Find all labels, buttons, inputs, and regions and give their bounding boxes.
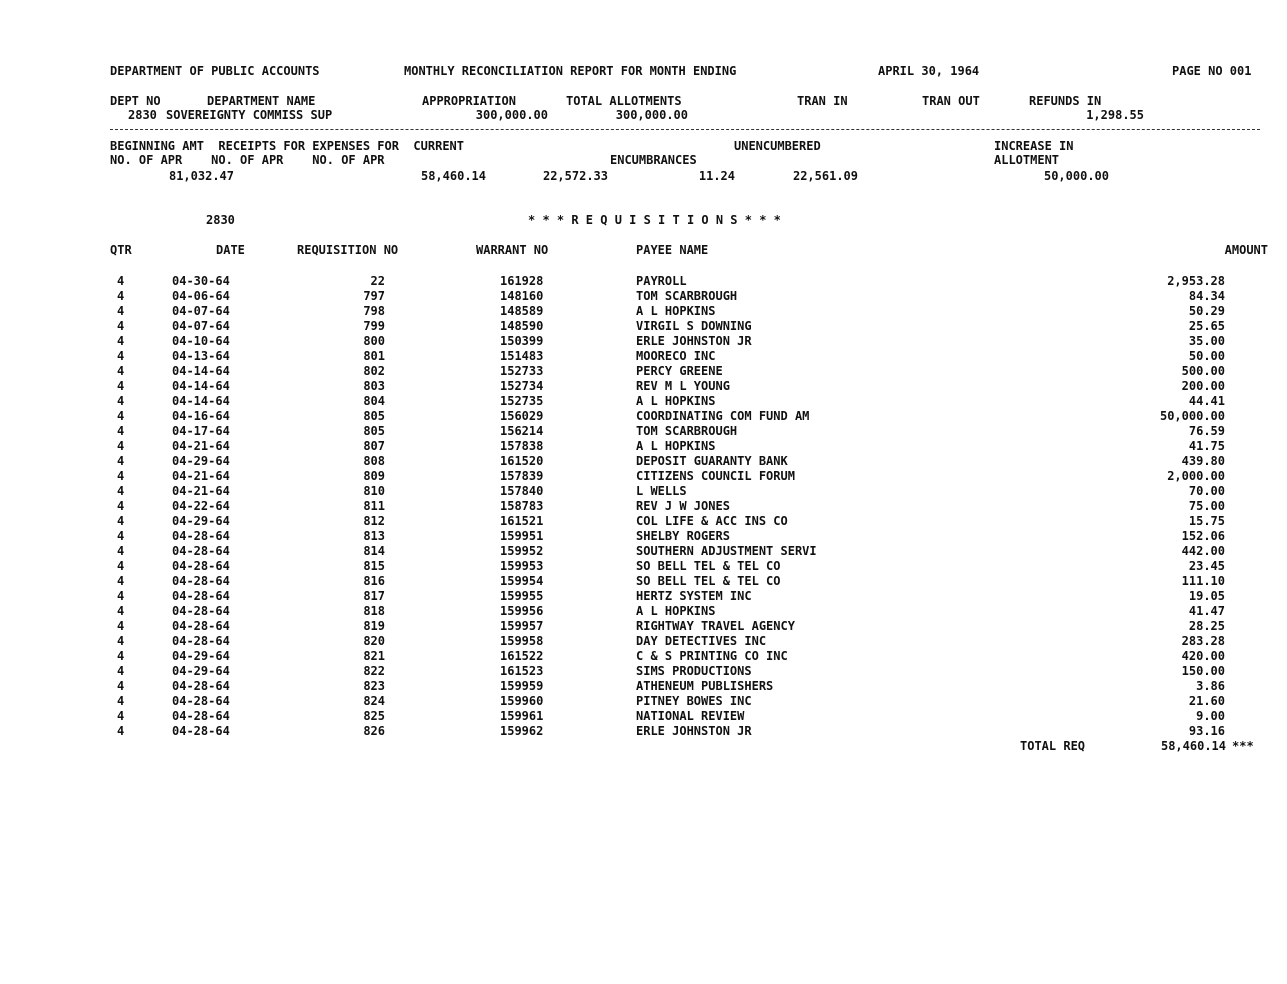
label-unencumbered: UNENCUMBERED [734, 139, 821, 153]
row-qtr: 4 [117, 574, 125, 588]
row-amount: 93.16 [1188, 724, 1225, 738]
row-date: 04-10-64 [172, 334, 230, 348]
label-dept-no: DEPT NO [110, 94, 161, 108]
row-req-no: 817 [363, 589, 385, 603]
row-warrant: 161520 [500, 454, 544, 468]
row-amount: 111.10 [1181, 574, 1225, 588]
row-date: 04-30-64 [172, 274, 230, 288]
row-payee: A L HOPKINS [636, 604, 716, 618]
table-row [0, 319, 1287, 334]
row-warrant: 148589 [500, 304, 544, 318]
row-warrant: 159956 [500, 604, 544, 618]
label-allotment: ALLOTMENT [994, 153, 1060, 167]
row-date: 04-28-64 [172, 679, 230, 693]
row-req-no: 813 [363, 529, 385, 543]
row-payee: MOORECO INC [636, 349, 716, 363]
row-qtr: 4 [117, 529, 125, 543]
table-row [0, 274, 1287, 289]
row-payee: DEPOSIT GUARANTY BANK [636, 454, 788, 468]
row-amount: 50,000.00 [1159, 409, 1225, 423]
row-payee: ERLE JOHNSTON JR [636, 724, 752, 738]
row-date: 04-16-64 [172, 409, 230, 423]
row-qtr: 4 [117, 304, 125, 318]
row-qtr: 4 [117, 499, 125, 513]
table-row [0, 664, 1287, 679]
row-qtr: 4 [117, 589, 125, 603]
row-warrant: 152733 [500, 364, 544, 378]
row-req-no: 800 [363, 334, 385, 348]
row-amount: 283.28 [1181, 634, 1225, 648]
row-warrant: 159953 [500, 559, 544, 573]
row-date: 04-29-64 [172, 664, 230, 678]
row-date: 04-29-64 [172, 649, 230, 663]
row-payee: ATHENEUM PUBLISHERS [636, 679, 774, 693]
row-payee: CITIZENS COUNCIL FORUM [636, 469, 795, 483]
row-date: 04-28-64 [172, 709, 230, 723]
table-row [0, 544, 1287, 559]
row-date: 04-28-64 [172, 589, 230, 603]
row-date: 04-07-64 [172, 319, 230, 333]
row-date: 04-17-64 [172, 424, 230, 438]
table-row [0, 394, 1287, 409]
table-row [0, 709, 1287, 724]
table-row [0, 589, 1287, 604]
row-warrant: 156029 [500, 409, 544, 423]
row-warrant: 159955 [500, 589, 544, 603]
row-amount: 152.06 [1181, 529, 1225, 543]
value-dept-name: SOVEREIGNTY COMMISS SUP [166, 108, 333, 122]
total-value: 58,460.14 [1160, 739, 1226, 753]
row-date: 04-28-64 [172, 619, 230, 633]
row-warrant: 150399 [500, 334, 544, 348]
value-unencumbered: 22,561.09 [792, 169, 858, 183]
row-payee: PERCY GREENE [636, 364, 723, 378]
row-warrant: 148160 [500, 289, 544, 303]
row-qtr: 4 [117, 604, 125, 618]
row-qtr: 4 [117, 379, 125, 393]
row-warrant: 159952 [500, 544, 544, 558]
row-date: 04-07-64 [172, 304, 230, 318]
section-title: * * * R E Q U I S I T I O N S * * * [528, 213, 781, 227]
row-warrant: 159961 [500, 709, 544, 723]
row-req-no: 816 [363, 574, 385, 588]
row-req-no: 802 [363, 364, 385, 378]
row-qtr: 4 [117, 454, 125, 468]
row-qtr: 4 [117, 544, 125, 558]
label-refunds-in: REFUNDS IN [1029, 94, 1102, 108]
row-warrant: 152734 [500, 379, 544, 393]
row-req-no: 805 [363, 409, 385, 423]
row-req-no: 812 [363, 514, 385, 528]
row-payee: PAYROLL [636, 274, 687, 288]
row-payee: L WELLS [636, 484, 687, 498]
balance-labels-line2: NO. OF APR NO. OF APR NO. OF APR [110, 153, 385, 167]
row-qtr: 4 [117, 289, 125, 303]
table-row [0, 469, 1287, 484]
row-amount: 420.00 [1181, 649, 1225, 663]
row-req-no: 810 [363, 484, 385, 498]
row-req-no: 804 [363, 394, 385, 408]
row-date: 04-14-64 [172, 394, 230, 408]
value-total-allotments: 300,000.00 [615, 108, 688, 122]
row-amount: 35.00 [1188, 334, 1225, 348]
row-req-no: 805 [363, 424, 385, 438]
row-amount: 150.00 [1181, 664, 1225, 678]
row-qtr: 4 [117, 619, 125, 633]
col-requisition-no: REQUISITION NO [297, 243, 399, 257]
row-qtr: 4 [117, 694, 125, 708]
table-row [0, 484, 1287, 499]
value-current: 22,572.33 [542, 169, 608, 183]
row-payee: ERLE JOHNSTON JR [636, 334, 752, 348]
row-date: 04-21-64 [172, 484, 230, 498]
balance-labels-line1: BEGINNING AMT RECEIPTS FOR EXPENSES FOR CURRENT [110, 139, 465, 153]
row-qtr: 4 [117, 274, 125, 288]
row-payee: COORDINATING COM FUND AM [636, 409, 810, 423]
table-row [0, 379, 1287, 394]
table-row [0, 604, 1287, 619]
value-appropriation: 300,000.00 [475, 108, 548, 122]
row-amount: 2,953.28 [1167, 274, 1225, 288]
col-date: DATE [216, 243, 245, 257]
value-expenses: 58,460.14 [420, 169, 486, 183]
row-date: 04-14-64 [172, 379, 230, 393]
row-amount: 75.00 [1188, 499, 1225, 513]
row-date: 04-13-64 [172, 349, 230, 363]
label-appropriation: APPROPRIATION [422, 94, 516, 108]
row-amount: 3.86 [1196, 679, 1225, 693]
value-beginning-amt: 81,032.47 [168, 169, 234, 183]
row-date: 04-06-64 [172, 289, 230, 303]
row-warrant: 156214 [500, 424, 544, 438]
label-increase-in: INCREASE IN [994, 139, 1074, 153]
row-req-no: 825 [363, 709, 385, 723]
row-req-no: 811 [363, 499, 385, 513]
row-payee: SO BELL TEL & TEL CO [636, 574, 781, 588]
label-tran-in: TRAN IN [797, 94, 848, 108]
row-req-no: 819 [363, 619, 385, 633]
row-warrant: 159957 [500, 619, 544, 633]
row-req-no: 814 [363, 544, 385, 558]
row-payee: SO BELL TEL & TEL CO [636, 559, 781, 573]
col-warrant-no: WARRANT NO [476, 243, 549, 257]
row-req-no: 823 [363, 679, 385, 693]
row-date: 04-29-64 [172, 454, 230, 468]
row-amount: 41.47 [1188, 604, 1225, 618]
table-row [0, 514, 1287, 529]
row-qtr: 4 [117, 679, 125, 693]
row-date: 04-21-64 [172, 469, 230, 483]
row-payee: A L HOPKINS [636, 394, 716, 408]
row-req-no: 799 [363, 319, 385, 333]
row-qtr: 4 [117, 649, 125, 663]
row-qtr: 4 [117, 634, 125, 648]
table-row [0, 619, 1287, 634]
row-req-no: 815 [363, 559, 385, 573]
row-warrant: 159958 [500, 634, 544, 648]
row-qtr: 4 [117, 514, 125, 528]
row-qtr: 4 [117, 559, 125, 573]
row-payee: VIRGIL S DOWNING [636, 319, 752, 333]
row-qtr: 4 [117, 439, 125, 453]
value-refunds-in: 1,298.55 [1086, 108, 1144, 122]
row-req-no: 803 [363, 379, 385, 393]
row-warrant: 159954 [500, 574, 544, 588]
row-amount: 21.60 [1188, 694, 1225, 708]
row-payee: SIMS PRODUCTIONS [636, 664, 752, 678]
table-row [0, 454, 1287, 469]
row-payee: DAY DETECTIVES INC [636, 634, 767, 648]
row-qtr: 4 [117, 709, 125, 723]
section-dept-code: 2830 [206, 213, 235, 227]
report-title: MONTHLY RECONCILIATION REPORT FOR MONTH ENDING [404, 64, 737, 78]
row-payee: REV M L YOUNG [636, 379, 730, 393]
row-amount: 439.80 [1181, 454, 1225, 468]
row-payee: SOUTHERN ADJUSTMENT SERVI [636, 544, 817, 558]
department-title: DEPARTMENT OF PUBLIC ACCOUNTS [110, 64, 320, 78]
table-row [0, 499, 1287, 514]
value-dept-no: 2830 [128, 108, 157, 122]
row-date: 04-29-64 [172, 514, 230, 528]
row-amount: 2,000.00 [1167, 469, 1225, 483]
row-amount: 442.00 [1181, 544, 1225, 558]
row-amount: 15.75 [1188, 514, 1225, 528]
row-req-no: 809 [363, 469, 385, 483]
row-amount: 19.05 [1188, 589, 1225, 603]
table-row [0, 349, 1287, 364]
table-row [0, 724, 1287, 739]
row-qtr: 4 [117, 334, 125, 348]
row-warrant: 152735 [500, 394, 544, 408]
table-row [0, 559, 1287, 574]
row-date: 04-14-64 [172, 364, 230, 378]
row-amount: 70.00 [1188, 484, 1225, 498]
row-warrant: 157839 [500, 469, 544, 483]
row-date: 04-28-64 [172, 529, 230, 543]
row-amount: 44.41 [1188, 394, 1225, 408]
row-req-no: 22 [370, 274, 385, 288]
table-row [0, 694, 1287, 709]
row-date: 04-21-64 [172, 439, 230, 453]
row-amount: 23.45 [1188, 559, 1225, 573]
row-payee: A L HOPKINS [636, 304, 716, 318]
row-payee: PITNEY BOWES INC [636, 694, 752, 708]
report-date: APRIL 30, 1964 [878, 64, 980, 78]
table-row [0, 574, 1287, 589]
row-amount: 25.65 [1188, 319, 1225, 333]
total-label: TOTAL REQ [1020, 739, 1086, 753]
row-qtr: 4 [117, 424, 125, 438]
separator-line [110, 129, 1260, 130]
table-row [0, 424, 1287, 439]
row-payee: TOM SCARBROUGH [636, 424, 738, 438]
table-row [0, 649, 1287, 664]
row-date: 04-28-64 [172, 694, 230, 708]
table-row [0, 529, 1287, 544]
row-date: 04-28-64 [172, 574, 230, 588]
row-payee: SHELBY ROGERS [636, 529, 730, 543]
page-number: PAGE NO 001 [1172, 64, 1252, 78]
row-date: 04-22-64 [172, 499, 230, 513]
col-amount: AMOUNT [1224, 243, 1268, 257]
table-row [0, 439, 1287, 454]
row-qtr: 4 [117, 664, 125, 678]
row-warrant: 161523 [500, 664, 544, 678]
row-amount: 200.00 [1181, 379, 1225, 393]
row-warrant: 148590 [500, 319, 544, 333]
row-req-no: 821 [363, 649, 385, 663]
row-amount: 50.00 [1188, 349, 1225, 363]
label-tran-out: TRAN OUT [922, 94, 980, 108]
row-amount: 28.25 [1188, 619, 1225, 633]
row-payee: TOM SCARBROUGH [636, 289, 738, 303]
row-amount: 500.00 [1181, 364, 1225, 378]
row-warrant: 161522 [500, 649, 544, 663]
row-req-no: 798 [363, 304, 385, 318]
row-qtr: 4 [117, 394, 125, 408]
row-qtr: 4 [117, 484, 125, 498]
row-warrant: 157838 [500, 439, 544, 453]
row-warrant: 157840 [500, 484, 544, 498]
row-warrant: 161928 [500, 274, 544, 288]
table-row [0, 289, 1287, 304]
table-row [0, 334, 1287, 349]
row-warrant: 159951 [500, 529, 544, 543]
col-qtr: QTR [110, 243, 132, 257]
row-payee: A L HOPKINS [636, 439, 716, 453]
row-req-no: 808 [363, 454, 385, 468]
row-warrant: 159962 [500, 724, 544, 738]
table-row [0, 679, 1287, 694]
row-qtr: 4 [117, 724, 125, 738]
row-req-no: 797 [363, 289, 385, 303]
row-warrant: 159959 [500, 679, 544, 693]
row-date: 04-28-64 [172, 724, 230, 738]
row-qtr: 4 [117, 469, 125, 483]
row-amount: 84.34 [1188, 289, 1225, 303]
row-payee: C & S PRINTING CO INC [636, 649, 788, 663]
row-req-no: 822 [363, 664, 385, 678]
row-req-no: 824 [363, 694, 385, 708]
row-payee: COL LIFE & ACC INS CO [636, 514, 788, 528]
value-increase-in-allotment: 50,000.00 [1043, 169, 1109, 183]
row-warrant: 159960 [500, 694, 544, 708]
row-req-no: 818 [363, 604, 385, 618]
row-warrant: 151483 [500, 349, 544, 363]
table-row [0, 634, 1287, 649]
table-row [0, 364, 1287, 379]
row-date: 04-28-64 [172, 559, 230, 573]
row-req-no: 826 [363, 724, 385, 738]
row-warrant: 158783 [500, 499, 544, 513]
row-qtr: 4 [117, 409, 125, 423]
row-date: 04-28-64 [172, 634, 230, 648]
row-warrant: 161521 [500, 514, 544, 528]
label-total-allotments: TOTAL ALLOTMENTS [566, 94, 682, 108]
row-qtr: 4 [117, 319, 125, 333]
label-encumbrances: ENCUMBRANCES [610, 153, 697, 167]
label-dept-name: DEPARTMENT NAME [207, 94, 316, 108]
row-date: 04-28-64 [172, 544, 230, 558]
row-payee: REV J W JONES [636, 499, 730, 513]
row-amount: 76.59 [1188, 424, 1225, 438]
total-marker: *** [1232, 739, 1254, 753]
row-payee: NATIONAL REVIEW [636, 709, 745, 723]
row-payee: HERTZ SYSTEM INC [636, 589, 752, 603]
row-amount: 50.29 [1188, 304, 1225, 318]
row-req-no: 807 [363, 439, 385, 453]
row-date: 04-28-64 [172, 604, 230, 618]
row-req-no: 801 [363, 349, 385, 363]
value-encumbrances: 11.24 [698, 169, 735, 183]
col-payee-name: PAYEE NAME [636, 243, 709, 257]
row-qtr: 4 [117, 349, 125, 363]
table-row [0, 409, 1287, 424]
table-row [0, 304, 1287, 319]
row-qtr: 4 [117, 364, 125, 378]
row-amount: 41.75 [1188, 439, 1225, 453]
row-payee: RIGHTWAY TRAVEL AGENCY [636, 619, 795, 633]
row-amount: 9.00 [1196, 709, 1225, 723]
row-req-no: 820 [363, 634, 385, 648]
